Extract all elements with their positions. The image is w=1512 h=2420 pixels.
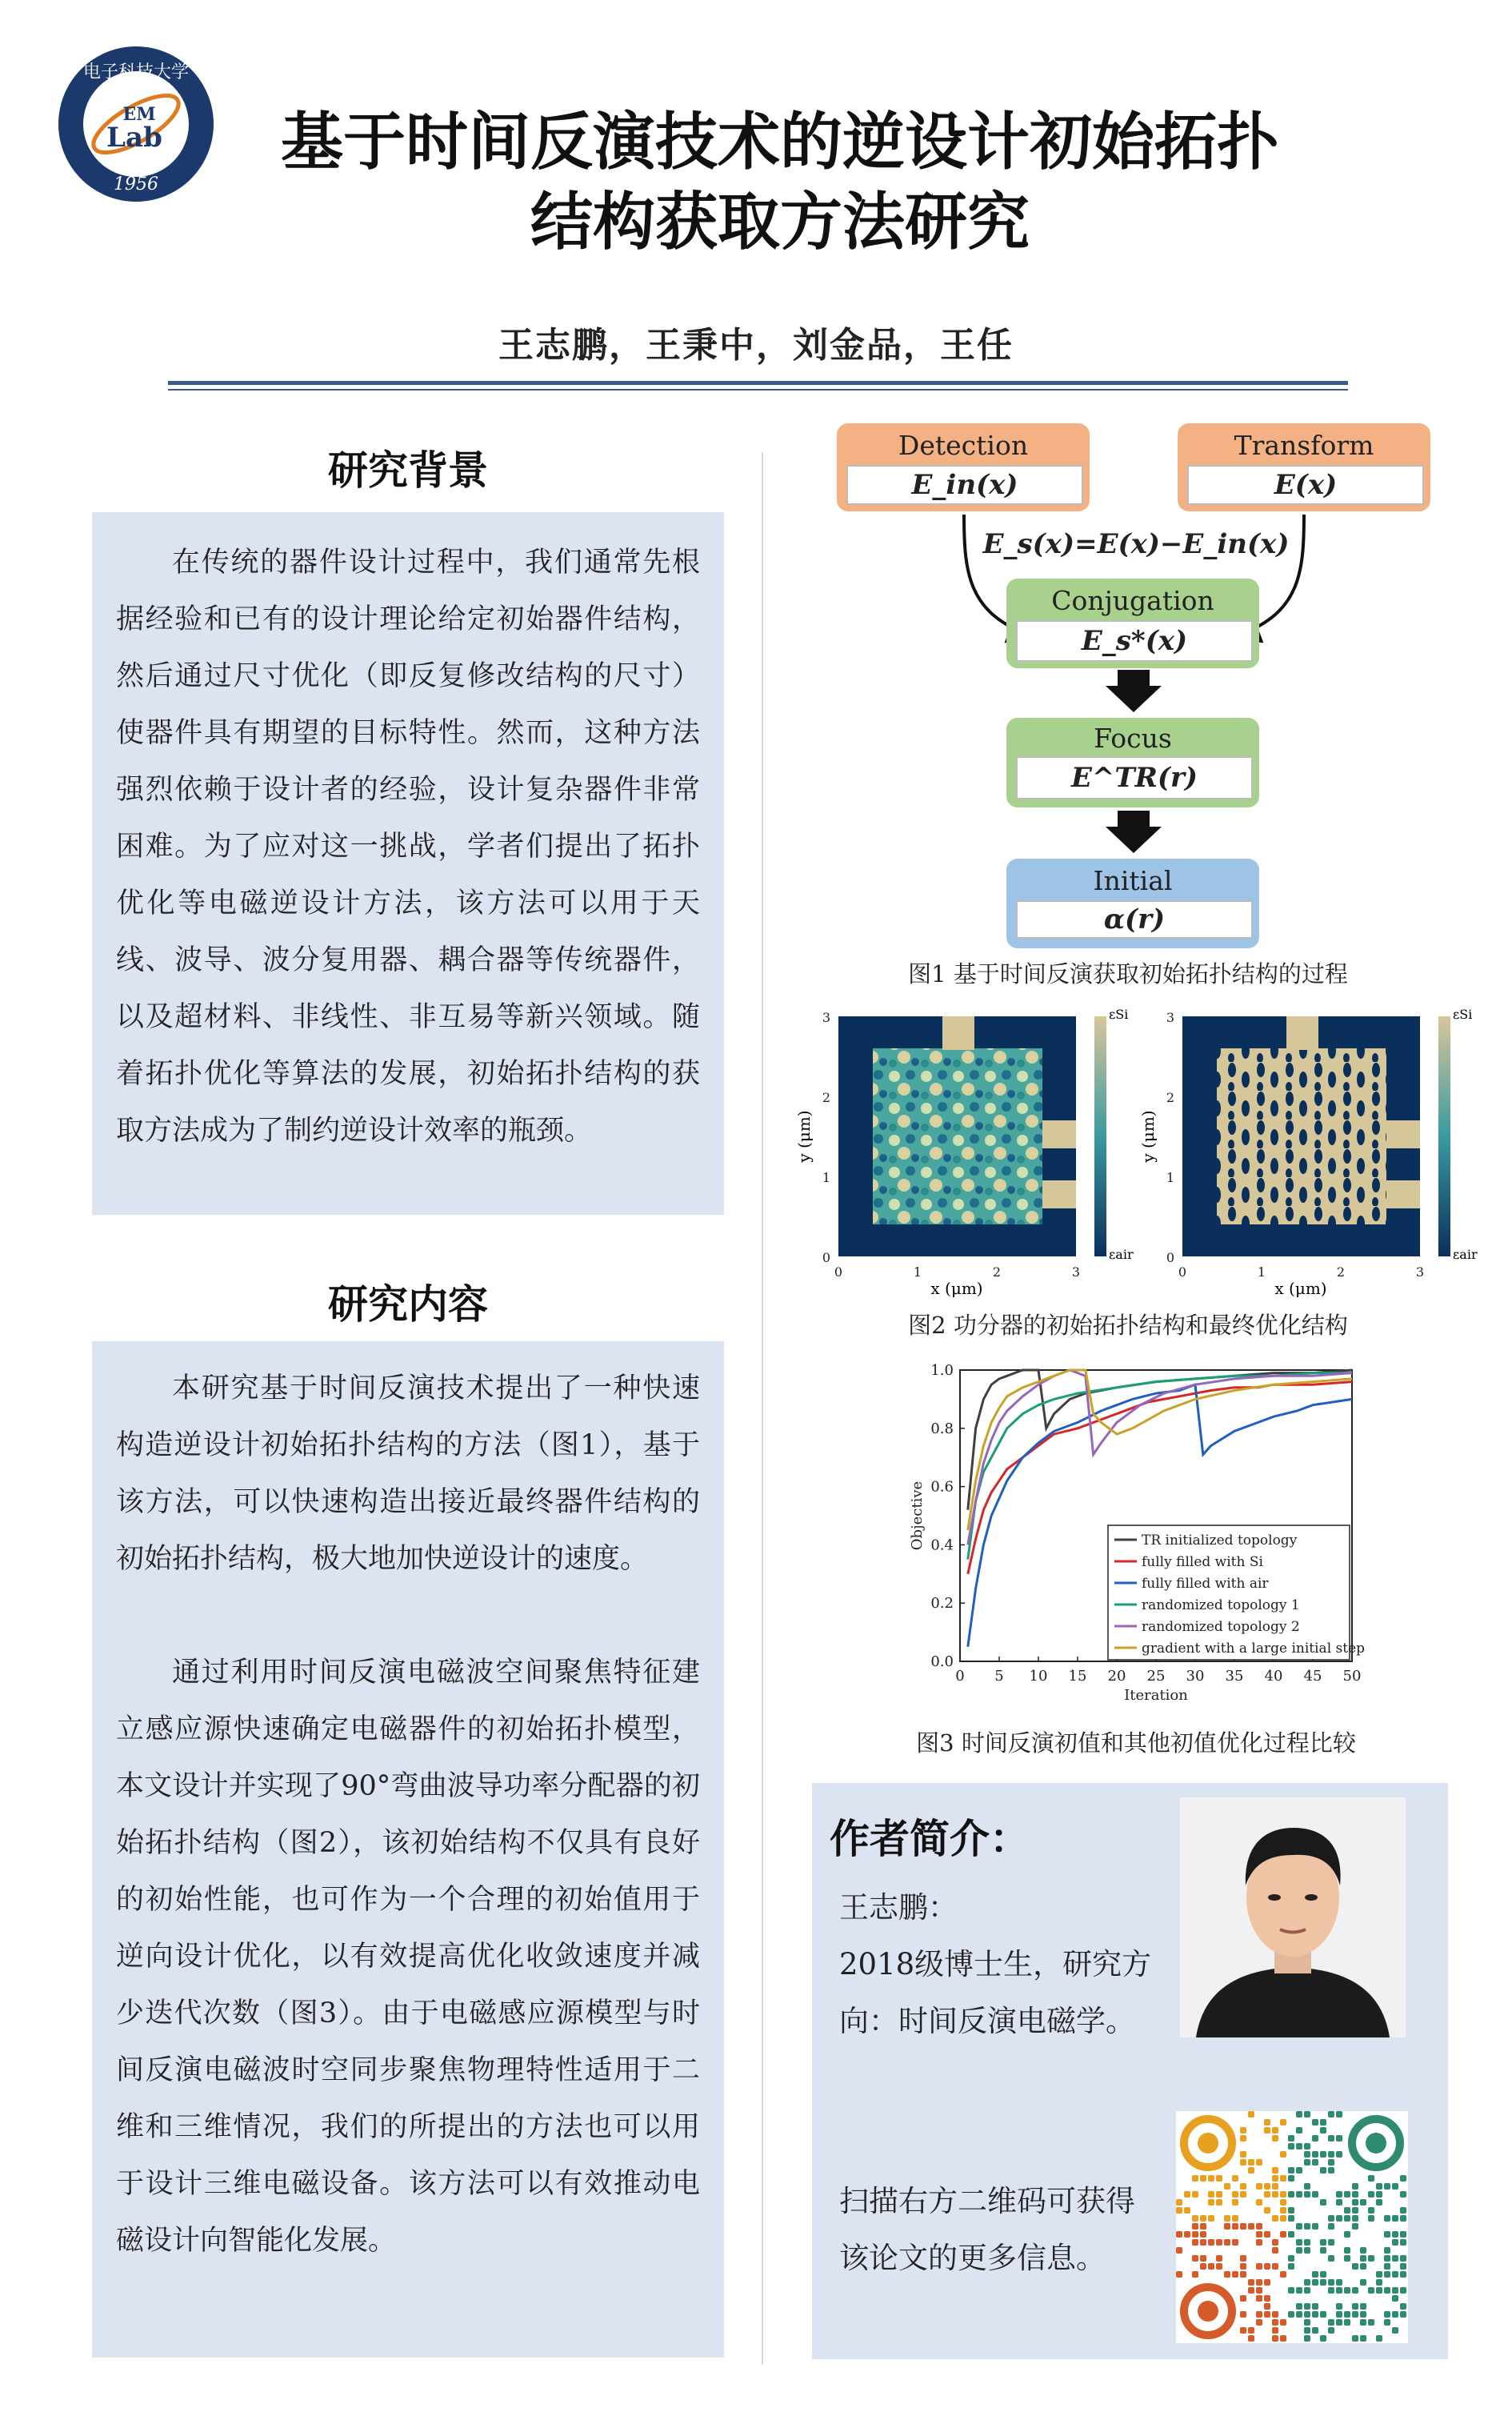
qr-hint-line-2: 该论文的更多信息。	[839, 2241, 1106, 2275]
figure-1-diagram	[832, 420, 1472, 948]
initial-label: Initial	[1093, 865, 1173, 896]
svg-text:EM: EM	[122, 104, 156, 125]
x-tick-label: 5	[994, 1668, 1004, 1685]
svg-text:1: 1	[1257, 1264, 1266, 1280]
y-tick-label: 1.0	[930, 1362, 954, 1379]
svg-text:2: 2	[822, 1090, 830, 1105]
svg-text:1956: 1956	[114, 174, 158, 194]
fig2-right-xlabel: x (μm)	[1274, 1279, 1327, 1298]
svg-text:1: 1	[1166, 1170, 1174, 1185]
initial-formula: α(r)	[1016, 900, 1253, 939]
svg-text:电子科技大学: 电子科技大学	[82, 62, 190, 82]
svg-text:Lab: Lab	[106, 122, 162, 154]
author-photo	[1180, 1797, 1406, 2037]
detection-formula: E_in(x)	[846, 465, 1083, 505]
legend-label-4: randomized topology 1	[1142, 1597, 1300, 1613]
svg-text:2: 2	[992, 1264, 1002, 1280]
x-tick-label: 35	[1225, 1668, 1244, 1685]
y-tick-label: 0.6	[930, 1478, 954, 1496]
background-heading: 研究背景	[328, 447, 488, 494]
subtraction-equation: E_s(x)=E(x)−E_in(x)	[982, 528, 1290, 560]
legend-label-3: fully filled with air	[1142, 1576, 1269, 1592]
figure-2	[792, 1004, 1488, 1308]
content-panel	[92, 1341, 724, 2358]
svg-text:0: 0	[1166, 1250, 1174, 1265]
x-tick-label: 50	[1342, 1668, 1362, 1685]
background-text: 在传统的器件设计过程中，我们通常先根据经验和已有的设计理论给定初始器件结构，然后通过尺寸优化（即反复修改结构的尺寸）使器件具有期望的目标特性。然而，这种方法强烈依赖于设计者的经验，设计复杂器件非常困难。为了应对这一挑战，学者们提出了拓扑优化等电磁逆设计方法，该方法可以用于天线、波导、波分复用器、耦合器等传统器件，以及超材料、非线性、非互易等新兴领域。随着拓扑优化等算法的发展，初始拓扑结构的获取方法成为了制约逆设计效率的瓶颈。	[116, 547, 700, 1147]
transform-formula: E(x)	[1187, 465, 1424, 505]
focus-label: Focus	[1094, 723, 1172, 754]
x-tick-label: 45	[1303, 1668, 1322, 1685]
x-tick-label: 15	[1068, 1668, 1087, 1685]
fig2-left-ylabel: y (μm)	[794, 1110, 814, 1163]
conjugation-label: Conjugation	[1051, 585, 1214, 616]
svg-text:3: 3	[822, 1010, 830, 1025]
author-panel	[812, 1783, 1448, 2359]
svg-text:2: 2	[1336, 1264, 1346, 1280]
figure-1-caption: 图1 基于时间反演获取初始拓扑结构的过程	[908, 960, 1348, 988]
figure-3-chart	[904, 1360, 1384, 1713]
author-name: 王志鹏：	[839, 1890, 958, 1925]
title-line-1: 基于时间反演技术的逆设计初始拓扑	[280, 106, 1279, 178]
content-paragraph-1: 本研究基于时间反演技术提出了一种快速构造逆设计初始拓扑结构的方法（图1），基于该方法，可以快速构造出接近最终器件结构的初始拓扑结构，极大地加快逆设计的速度。	[116, 1372, 700, 1575]
convergence-line-chart	[904, 1360, 1384, 1713]
university-logo	[56, 44, 216, 204]
column-divider	[762, 452, 763, 2365]
svg-text:1: 1	[822, 1170, 830, 1185]
header-rule	[168, 381, 1348, 385]
title-line-2: 结构获取方法研究	[530, 186, 1030, 258]
fig2-left-xlabel: x (μm)	[930, 1279, 983, 1298]
qr-code[interactable]	[1176, 2111, 1408, 2343]
fig2-left-eps-si: εSi	[1109, 1007, 1129, 1022]
legend-label-2: fully filled with Si	[1142, 1554, 1263, 1570]
fig2-left-eps-air: εair	[1109, 1247, 1134, 1262]
author-bio-line-2: 向：时间反演电磁学。	[839, 2004, 1135, 2038]
svg-text:3: 3	[1071, 1264, 1081, 1280]
y-tick-label: 0.4	[930, 1537, 954, 1554]
author-bio-line-1: 2018级博士生，研究方	[839, 1947, 1152, 1981]
svg-text:1: 1	[913, 1264, 922, 1280]
fig2-right-eps-si: εSi	[1453, 1007, 1473, 1022]
background-panel	[92, 512, 724, 1215]
y-tick-label: 0.8	[930, 1420, 954, 1437]
y-axis-label: Objective	[909, 1480, 926, 1551]
svg-text:3: 3	[1166, 1010, 1174, 1025]
fig2-right-eps-air: εair	[1453, 1247, 1478, 1262]
svg-text:0: 0	[1178, 1264, 1187, 1280]
x-tick-label: 30	[1186, 1668, 1205, 1685]
figure-2-caption: 图2 功分器的初始拓扑结构和最终优化结构	[908, 1312, 1348, 1339]
author-heading: 作者简介：	[830, 1816, 1030, 1862]
legend-label-1: TR initialized topology	[1142, 1533, 1298, 1549]
author-list: 王志鹏，王秉中，刘金品，王任	[498, 325, 1014, 366]
x-axis-label: Iteration	[1124, 1687, 1188, 1704]
svg-text:0: 0	[834, 1264, 843, 1280]
conjugation-formula: E_s*(x)	[1016, 620, 1253, 662]
transform-label: Transform	[1234, 430, 1374, 461]
y-tick-label: 0.0	[930, 1653, 954, 1670]
x-tick-label: 25	[1146, 1668, 1166, 1685]
y-tick-label: 0.2	[930, 1595, 954, 1613]
svg-text:0: 0	[822, 1250, 830, 1265]
header-rule-thin	[168, 389, 1348, 391]
focus-formula: E^TR(r)	[1016, 756, 1253, 799]
x-tick-label: 20	[1107, 1668, 1126, 1685]
content-paragraph-2: 通过利用时间反演电磁波空间聚焦特征建立感应源快速确定电磁器件的初始拓扑模型，本文设计并实现了90°弯曲波导功率分配器的初始拓扑结构（图2），该初始结构不仅具有良好的初始性能，也可作为一个合理的初始值用于逆向设计优化，以有效提高优化收敛速度并减少迭代次数（图3）。由于电磁感应源模型与时间反演电磁波时空同步聚焦物理特性适用于二维和三维情况，我们的所提出的方法也可以用于设计三维电磁设备。该方法可以有效推动电磁设计向智能化发展。	[116, 1657, 700, 2257]
content-heading: 研究内容	[328, 1281, 488, 1328]
x-tick-label: 10	[1029, 1668, 1048, 1685]
detection-label: Detection	[898, 430, 1029, 461]
poster-title	[240, 102, 1320, 262]
x-tick-label: 40	[1264, 1668, 1283, 1685]
legend-label-6: gradient with a large initial step	[1142, 1641, 1366, 1657]
qr-hint-line-1: 扫描右方二维码可获得	[839, 2184, 1135, 2218]
svg-text:3: 3	[1415, 1264, 1425, 1280]
figure-3-caption: 图3 时间反演初值和其他初值优化过程比较	[916, 1729, 1356, 1757]
fig2-right-ylabel: y (μm)	[1138, 1110, 1158, 1163]
legend-label-5: randomized topology 2	[1142, 1619, 1300, 1635]
svg-text:2: 2	[1166, 1090, 1174, 1105]
x-tick-label: 0	[955, 1668, 965, 1685]
figure-2-plots	[792, 1004, 1488, 1308]
